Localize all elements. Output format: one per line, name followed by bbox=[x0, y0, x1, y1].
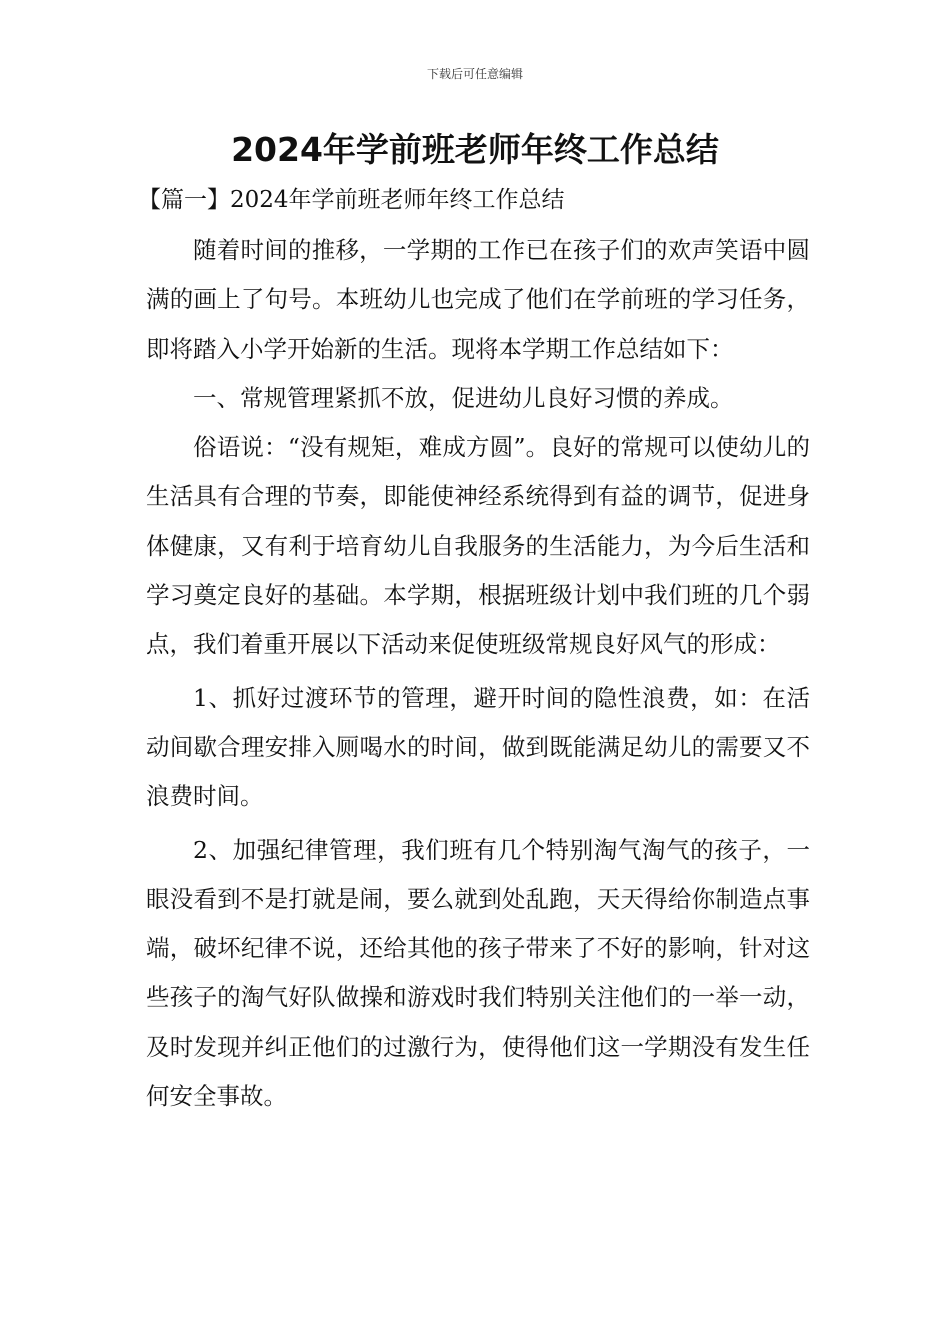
document-body bbox=[146, 226, 810, 1121]
paragraph-point-1: 1、抓好过渡环节的管理，避开时间的隐性浪费，如：在活动间歇合理安排入厕喝水的时间，做到既能满足幼儿的需要又不浪费时间。 bbox=[146, 683, 810, 811]
paragraph-intro: 随着时间的推移，一学期的工作已在孩子们的欢声笑语中圆满的画上了句号。本班幼儿也完成了他们在学前班的学习任务，即将踏入小学开始新的生活。现将本学期工作总结如下： bbox=[146, 236, 810, 363]
paragraph-heading-1: 一、常规管理紧抓不放，促进幼儿良好习惯的养成。 bbox=[193, 383, 734, 412]
document-title: 2024年学前班老师年终工作总结 bbox=[231, 130, 719, 169]
section-heading: 【篇一】2024年学前班老师年终工作总结 bbox=[138, 187, 565, 213]
paragraph-routine: 俗语说：“没有规矩，难成方圆”。良好的常规可以使幼儿的生活具有合理的节奏，即能使神经系统得到有益的调节，促进身体健康，又有利于培育幼儿自我服务的生活能力，为今后生活和学习奠定良好的基础。本学期，根据班级计划中我们班的几个弱点，我们着重开展以下活动来促使班级常规良好风气的形成： bbox=[146, 433, 810, 659]
header-note: 下载后可任意编辑 bbox=[426, 67, 523, 81]
paragraph-point-2: 2、加强纪律管理，我们班有几个特别淘气淘气的孩子，一眼没看到不是打就是闹，要么就到处乱跑，天天得给你制造点事端，破坏纪律不说，还给其他的孩子带来了不好的影响，针对这些孩子的淘气好队做操和游戏时我们特别关注他们的一举一动，及时发现并纠正他们的过激行为，使得他们这一学期没有发生任何安全事故。 bbox=[146, 835, 810, 1111]
